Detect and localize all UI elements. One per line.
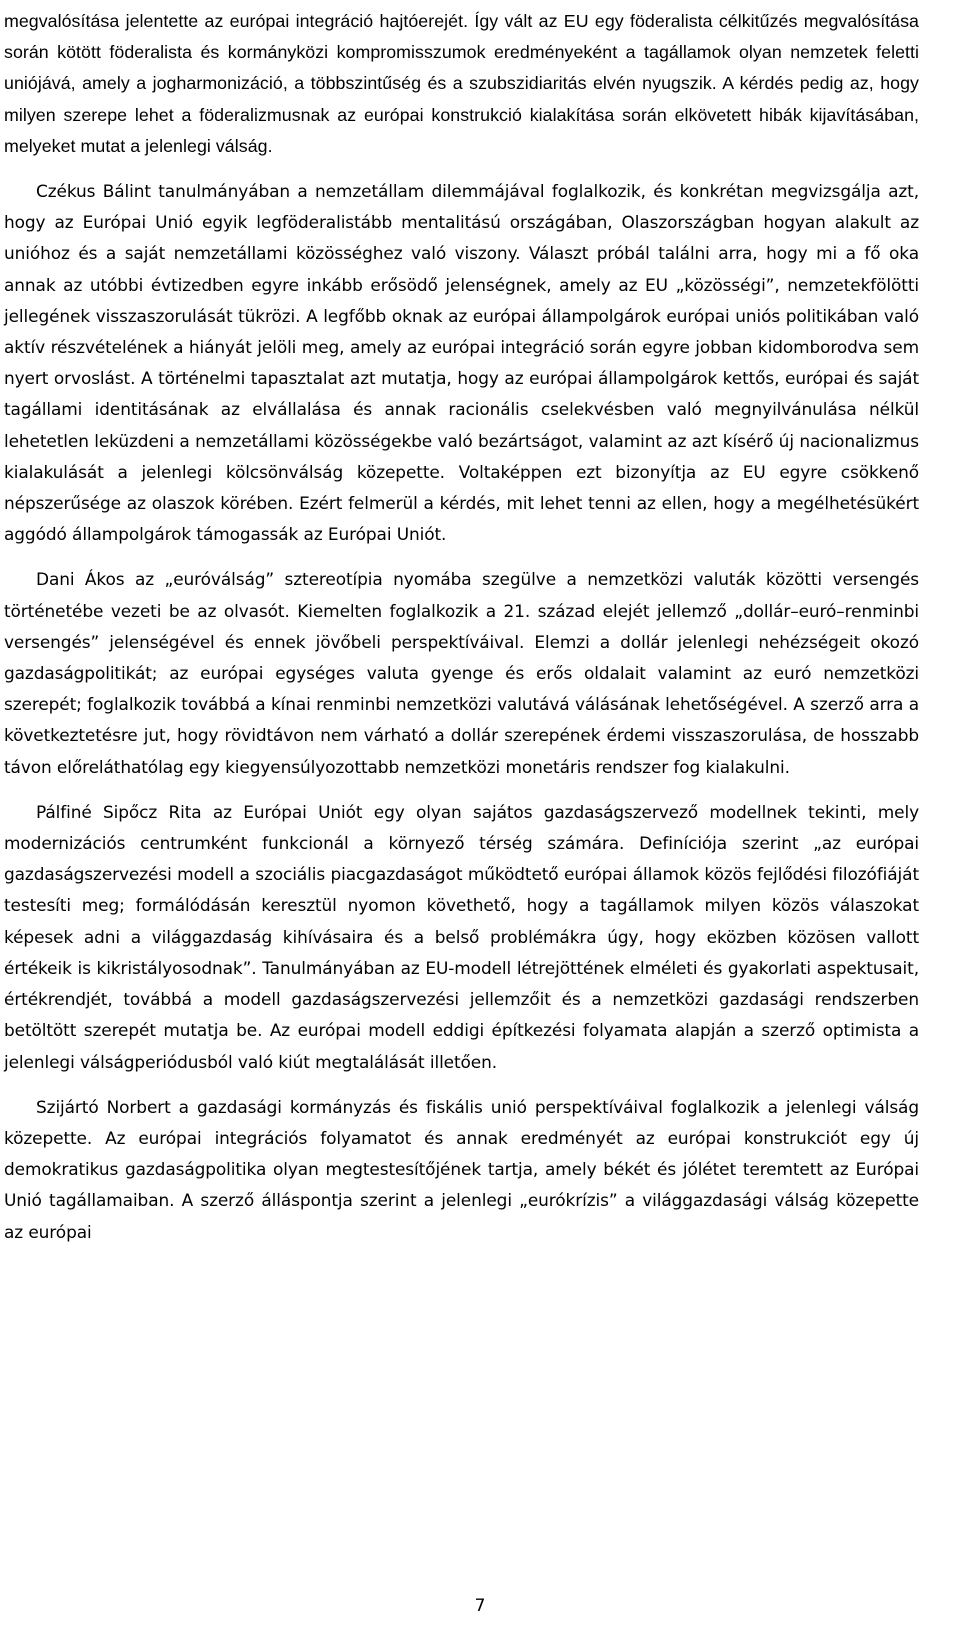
page-number: 7 (474, 1596, 486, 1616)
paragraph-czekus: Czékus Bálint tanulmányában a nemzetállam dilemmájával foglalkozik, és konkrétan megvizsgálja azt, hogy az Európai Unió egyik legföderalistább mentalitású országában, Olaszországban hogyan alakult az unióhoz és a saját nemzetállami közösséghez való viszony. Választ próbál találni arra, hogy mi a fő oka annak az utóbbi évtizedben egyre inkább erősödő jelenségnek, amely az EU „közösségi”, nemzetekfölötti jellegének visszaszorulását tükrözi. A legfőbb oknak az európai állampolgárok európai uniós politikában való aktív részvételének a hiányát jelöli meg, amely az európai integráció során egyre jobban kidomborodva sem nyert orvoslást. A történelmi tapasztalat azt mutatja, hogy az európai állampolgárok kettős, európai és saját tagállami identitásának az elvállalása és annak racionális cselekvésben való megnyilvánulása nélkül lehetetlen leküzdeni a nemzetállami közösségekbe való bezártságot, valamint az azt kísérő új nacionalizmus kialakulását a jelenlegi kölcsönválság közepette. Voltaképpen ezt bizonyítja az EU egyre csökkenő népszerűsége az olaszok körében. Ezért felmerül a kérdés, mit lehet tenni az ellen, hogy a megélhetésükért aggódó állampolgárok támogassák az Európai Uniót. (4, 181, 919, 545)
paragraph-szijarto: Szijártó Norbert a gazdasági kormányzás és fiskális unió perspektíváival foglalkozik a jelenlegi válság közepette. Az európai integrációs folyamatot és annak eredményét az európai konstrukciót egy új demokratikus gazdaságpolitika olyan megtestesítőjének tartja, amely békét és jólétet teremtett az Európai Unió tagállamaiban. A szerző álláspontja szerint a jelenlegi „eurókrízis” a világgazdasági válság közepette az európai (4, 1096, 919, 1242)
paragraph-palfine: Pálfiné Sipőcz Rita az Európai Uniót egy olyan sajátos gazdaságszervező modellnek tekinti, mely modernizációs centrumként funkcionál a környező térség számára. Definíciója szerint „az európai gazdaságszervezési modell a szociális piacgazdaságot működtető európai államok közös fejlődési filozófiáját testesíti meg; formálódásán keresztül nyomon követhető, hogy a tagállamok milyen közös válaszokat képesek adni a világgazdaság kihívásaira és a belső problémákra úgy, hogy eközben közösen vallott értékeik is kikristályosodnak”. Tanulmányában az EU-modell létrejöttének elméleti és gyakorlati aspektusait, értékrendjét, továbbá a modell gazdaságszervezési jellemzőit és a nemzetközi gazdasági rendszerben betöltött szerepét mutatja be. Az európai modell eddigi építkezési folyamata alapján a szerző optimista a jelenlegi válságperiódusból való kiút megtalálását illetően. (4, 801, 919, 1072)
paragraph-dani: Dani Ákos az „euróválság” sztereotípia nyomába szegülve a nemzetközi valuták közötti versengés történetébe vezeti be az olvasót. Kiemelten foglalkozik a 21. század elejét jellemző „dollár–euró–renminbi versengés” jelenségével és ennek jövőbeli perspektíváival. Elemzi a dollár jelenlegi nehézségeit okozó gazdaságpolitikát; az európai egységes valuta gyenge és erős oldalait valamint az euró nemzetközi szerepét; foglalkozik továbbá a kínai renminbi nemzetközi valutává válásának lehetőségével. A szerző arra a következtetésre jut, hogy rövidtávon nem várható a dollár szerepének érdemi visszaszorulása, de hosszabb távon előreláthatólag egy kiegyensúlyozottabb nemzetközi monetáris rendszer fog kialakulni. (4, 569, 919, 777)
paragraph-intro-continuation: megvalósítása jelentette az európai integráció hajtóerejét. Így vált az EU egy föderalista célkitűzés megvalósítása során kötött föderalista és kormányközi kompromisszumok eredményeként a tagállamok olyan nemzetek feletti uniójává, amely a jogharmonizáció, a többszintűség és a szubszidiaritás elvén nyugszik. A kérdés pedig az, hogy milyen szerepe lehet a föderalizmusnak az európai konstrukció kialakítása során elkövetett hibák kijavításában, melyeket mutat a jelenlegi válság. (4, 11, 919, 156)
